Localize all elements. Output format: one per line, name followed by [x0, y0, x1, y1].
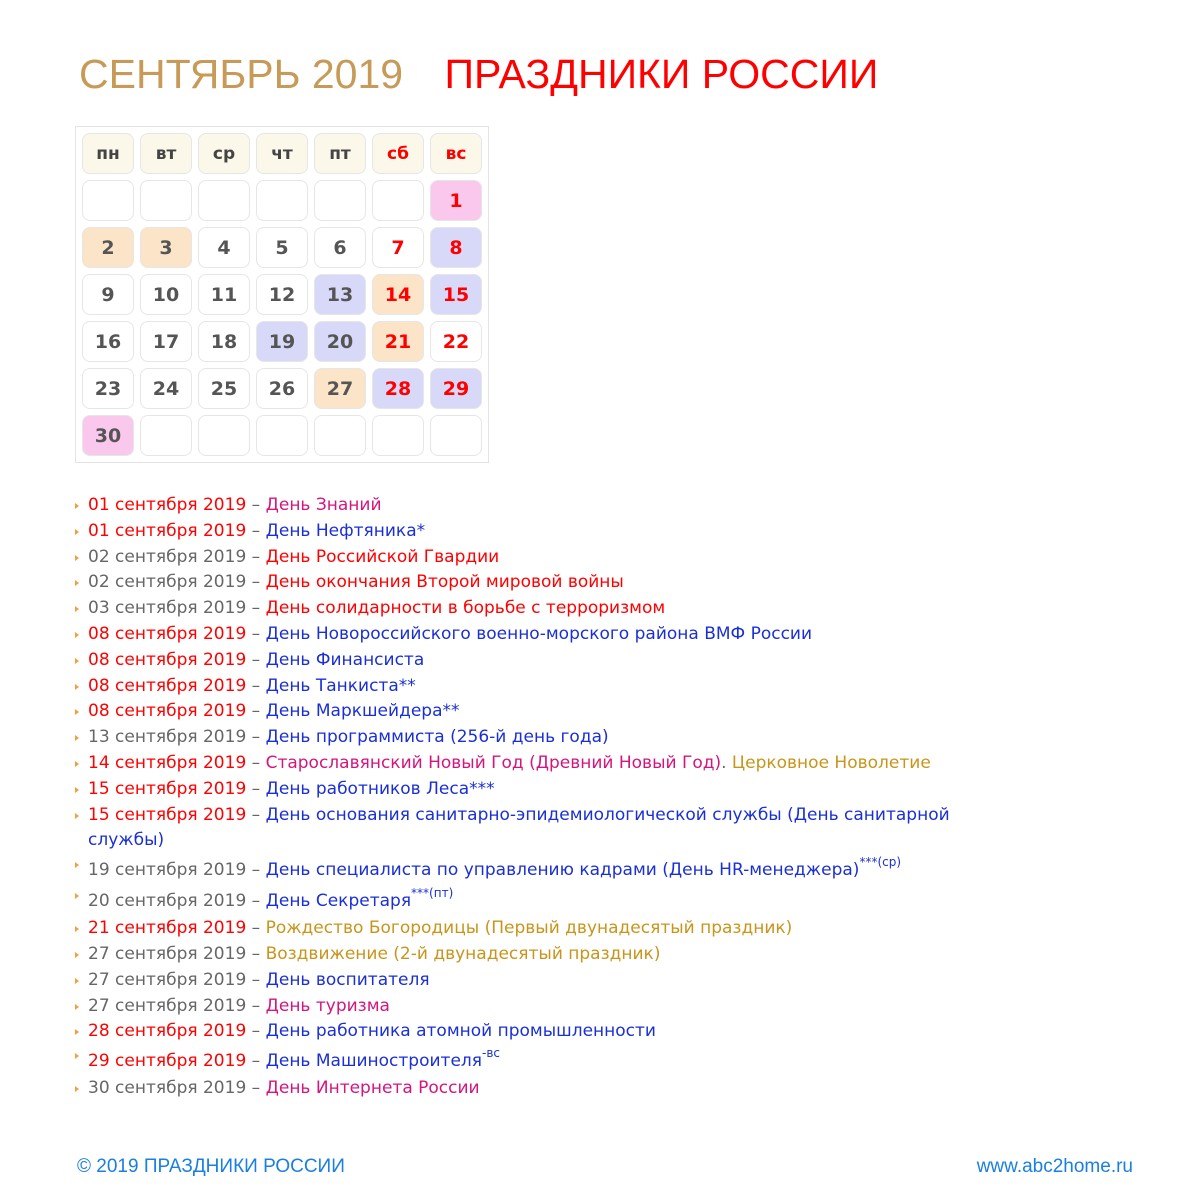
footer-copyright: © 2019 ПРАЗДНИКИ РОССИИ	[77, 1156, 345, 1177]
bullet-arrow-icon	[75, 709, 79, 715]
holiday-separator: –	[246, 1078, 266, 1099]
holiday-item	[73, 1076, 953, 1102]
calendar-day: 2	[82, 227, 134, 268]
page-header	[79, 48, 878, 100]
bullet-arrow-icon	[75, 1004, 79, 1010]
holiday-name: Воздвижение (2-й двунадесятый праздник)	[265, 943, 661, 964]
bullet-arrow-icon	[75, 761, 79, 767]
calendar-empty-cell	[140, 415, 192, 456]
bullet-arrow-icon	[75, 606, 79, 612]
calendar-day: 12	[256, 274, 308, 315]
holiday-separator: –	[246, 572, 266, 593]
holiday-name: Церковное Новолетие	[731, 752, 931, 773]
holiday-separator: –	[246, 1051, 266, 1072]
calendar-empty-cell	[314, 180, 366, 221]
holiday-item	[73, 570, 953, 596]
calendar-day: 25	[198, 368, 250, 409]
holiday-name: День Танкиста**	[265, 675, 416, 696]
holiday-item	[73, 545, 953, 571]
bullet-arrow-icon	[75, 926, 79, 932]
calendar-day: 30	[82, 415, 134, 456]
calendar-empty-cell	[430, 415, 482, 456]
calendar-day: 1	[430, 180, 482, 221]
bullet-arrow-icon	[75, 787, 79, 793]
calendar-empty-cell	[372, 180, 424, 221]
calendar-day: 15	[430, 274, 482, 315]
holiday-item	[73, 648, 953, 674]
calendar-day: 7	[372, 227, 424, 268]
calendar-day: 18	[198, 321, 250, 362]
holiday-name: День Машиностроителя	[265, 1051, 483, 1072]
bullet-arrow-icon	[75, 580, 79, 586]
holiday-name: День солидарности в борьбе с терроризмом	[265, 598, 666, 619]
calendar-empty-cell	[256, 415, 308, 456]
holiday-name: День Новороссийского военно-морского района ВМФ России	[265, 623, 813, 644]
page-title: ПРАЗДНИКИ РОССИИ	[444, 51, 879, 97]
holiday-date: 29 сентября 2019	[88, 1051, 247, 1072]
holiday-name: День основания санитарно-эпидемиологической службы (День санитарной службы)	[88, 804, 950, 851]
bullet-arrow-icon	[75, 632, 79, 638]
holiday-date: 27 сентября 2019	[88, 969, 247, 990]
holiday-item	[73, 886, 953, 916]
holiday-item	[73, 994, 953, 1020]
month-title: СЕНТЯБРЬ 2019	[79, 51, 404, 97]
holiday-name: День окончания Второй мировой войны	[265, 572, 624, 593]
holiday-name: День Секретаря	[265, 891, 412, 912]
calendar-day: 11	[198, 274, 250, 315]
bullet-arrow-icon	[75, 503, 79, 509]
calendar-day: 27	[314, 368, 366, 409]
holiday-name: .	[721, 752, 732, 773]
holiday-date: 08 сентября 2019	[88, 701, 247, 722]
holiday-separator: –	[246, 891, 266, 912]
calendar-day: 14	[372, 274, 424, 315]
holiday-separator: –	[246, 860, 266, 881]
holiday-item	[73, 803, 953, 855]
holiday-item	[73, 699, 953, 725]
holiday-name: Старославянский Новый Год (Древний Новый Год)	[265, 752, 722, 773]
holiday-item	[73, 1046, 953, 1076]
holiday-separator: –	[246, 969, 266, 990]
bullet-arrow-icon	[75, 952, 79, 958]
calendar-day: 21	[372, 321, 424, 362]
holiday-separator: –	[246, 727, 266, 748]
calendar-day: 20	[314, 321, 366, 362]
calendar-day: 19	[256, 321, 308, 362]
holiday-footnote-mark: ***(ср)	[859, 855, 902, 870]
calendar-day: 28	[372, 368, 424, 409]
calendar-day: 22	[430, 321, 482, 362]
holiday-separator: –	[246, 598, 266, 619]
calendar-empty-cell	[82, 180, 134, 221]
holiday-date: 08 сентября 2019	[88, 675, 247, 696]
calendar-empty-cell	[372, 415, 424, 456]
calendar-empty-cell	[314, 415, 366, 456]
holiday-name: День Российской Гвардии	[265, 546, 500, 567]
holiday-name: День Интернета России	[265, 1078, 480, 1099]
holiday-item	[73, 1019, 953, 1045]
holiday-list	[73, 493, 953, 1102]
holiday-item	[73, 916, 953, 942]
holiday-item	[73, 622, 953, 648]
holiday-name: День специалиста по управлению кадрами (День HR-менеджера)	[265, 860, 860, 881]
holiday-name: День Знаний	[265, 495, 382, 515]
holiday-name: День Финансиста	[265, 649, 425, 670]
holiday-footnote-mark: ***(пт)	[411, 886, 454, 901]
calendar-empty-cell	[256, 180, 308, 221]
holiday-item	[73, 751, 953, 777]
holiday-date: 14 сентября 2019	[88, 752, 247, 773]
bullet-arrow-icon	[75, 555, 79, 561]
holiday-date: 15 сентября 2019	[88, 804, 247, 825]
calendar-day: 8	[430, 227, 482, 268]
holiday-date: 08 сентября 2019	[88, 623, 247, 644]
holiday-date: 03 сентября 2019	[88, 598, 247, 619]
holiday-separator: –	[246, 495, 266, 515]
holiday-name: День программиста (256-й день года)	[265, 727, 609, 748]
bullet-arrow-icon	[75, 529, 79, 535]
bullet-arrow-icon	[75, 893, 79, 899]
bullet-arrow-icon	[75, 1086, 79, 1092]
holiday-item	[73, 674, 953, 700]
holiday-separator: –	[246, 918, 266, 939]
bullet-arrow-icon	[75, 813, 79, 819]
bullet-arrow-icon	[75, 862, 79, 868]
holiday-separator: –	[246, 943, 266, 964]
holiday-separator: –	[246, 701, 266, 722]
calendar-day: 3	[140, 227, 192, 268]
holiday-item	[73, 519, 953, 545]
holiday-item	[73, 942, 953, 968]
bullet-arrow-icon	[75, 684, 79, 690]
holiday-item	[73, 777, 953, 803]
bullet-arrow-icon	[75, 1053, 79, 1059]
calendar-empty-cell	[140, 180, 192, 221]
weekday-header: пн	[82, 133, 134, 174]
calendar-day: 10	[140, 274, 192, 315]
holiday-date: 20 сентября 2019	[88, 891, 247, 912]
weekday-header: пт	[314, 133, 366, 174]
holiday-name: День Маркшейдера**	[265, 701, 460, 722]
holiday-name: День воспитателя	[265, 969, 430, 990]
calendar-day: 13	[314, 274, 366, 315]
footer-site-link[interactable]: www.abc2home.ru	[976, 1156, 1133, 1177]
holiday-separator: –	[246, 804, 266, 825]
calendar-empty-cell	[198, 415, 250, 456]
bullet-arrow-icon	[75, 1029, 79, 1035]
weekday-header: вт	[140, 133, 192, 174]
holiday-footnote-mark: -вс	[482, 1046, 501, 1061]
bullet-arrow-icon	[75, 658, 79, 664]
calendar-day: 4	[198, 227, 250, 268]
holiday-item	[73, 855, 953, 885]
holiday-item	[73, 596, 953, 622]
holiday-date: 02 сентября 2019	[88, 572, 247, 593]
holiday-date: 21 сентября 2019	[88, 918, 247, 939]
holiday-date: 01 сентября 2019	[88, 520, 247, 541]
holiday-date: 30 сентября 2019	[88, 1078, 247, 1099]
holiday-name: День туризма	[265, 995, 390, 1016]
holiday-item	[73, 968, 953, 994]
holiday-separator: –	[246, 778, 266, 799]
calendar-day: 6	[314, 227, 366, 268]
calendar-day: 24	[140, 368, 192, 409]
holiday-separator: –	[246, 752, 266, 773]
holiday-date: 27 сентября 2019	[88, 943, 247, 964]
weekday-header: вс	[430, 133, 482, 174]
calendar-day: 5	[256, 227, 308, 268]
holiday-name: Рождество Богородицы (Первый двунадесятый праздник)	[265, 918, 793, 939]
holiday-separator: –	[246, 546, 266, 567]
calendar-day: 29	[430, 368, 482, 409]
holiday-date: 27 сентября 2019	[88, 995, 247, 1016]
calendar-day: 26	[256, 368, 308, 409]
holiday-date: 19 сентября 2019	[88, 860, 247, 881]
holiday-separator: –	[246, 1021, 266, 1042]
holiday-separator: –	[246, 995, 266, 1016]
holiday-date: 15 сентября 2019	[88, 778, 247, 799]
weekday-header: чт	[256, 133, 308, 174]
calendar-empty-cell	[198, 180, 250, 221]
bullet-arrow-icon	[75, 978, 79, 984]
holiday-date: 02 сентября 2019	[88, 546, 247, 567]
calendar-day: 17	[140, 321, 192, 362]
holiday-name: День Нефтяника*	[265, 520, 426, 541]
holiday-date: 01 сентября 2019	[88, 495, 247, 515]
holiday-date: 28 сентября 2019	[88, 1021, 247, 1042]
weekday-header: ср	[198, 133, 250, 174]
holiday-item	[73, 725, 953, 751]
holiday-separator: –	[246, 675, 266, 696]
holiday-separator: –	[246, 520, 266, 541]
calendar-day: 9	[82, 274, 134, 315]
bullet-arrow-icon	[75, 735, 79, 741]
month-calendar	[75, 126, 489, 463]
calendar-day: 23	[82, 368, 134, 409]
holiday-name: День работника атомной промышленности	[265, 1021, 656, 1042]
holiday-name: День работников Леса***	[265, 778, 495, 799]
holiday-date: 08 сентября 2019	[88, 649, 247, 670]
holiday-separator: –	[246, 623, 266, 644]
holiday-item	[73, 493, 953, 519]
weekday-header: сб	[372, 133, 424, 174]
calendar-day: 16	[82, 321, 134, 362]
holiday-separator: –	[246, 649, 266, 670]
holiday-date: 13 сентября 2019	[88, 727, 247, 748]
